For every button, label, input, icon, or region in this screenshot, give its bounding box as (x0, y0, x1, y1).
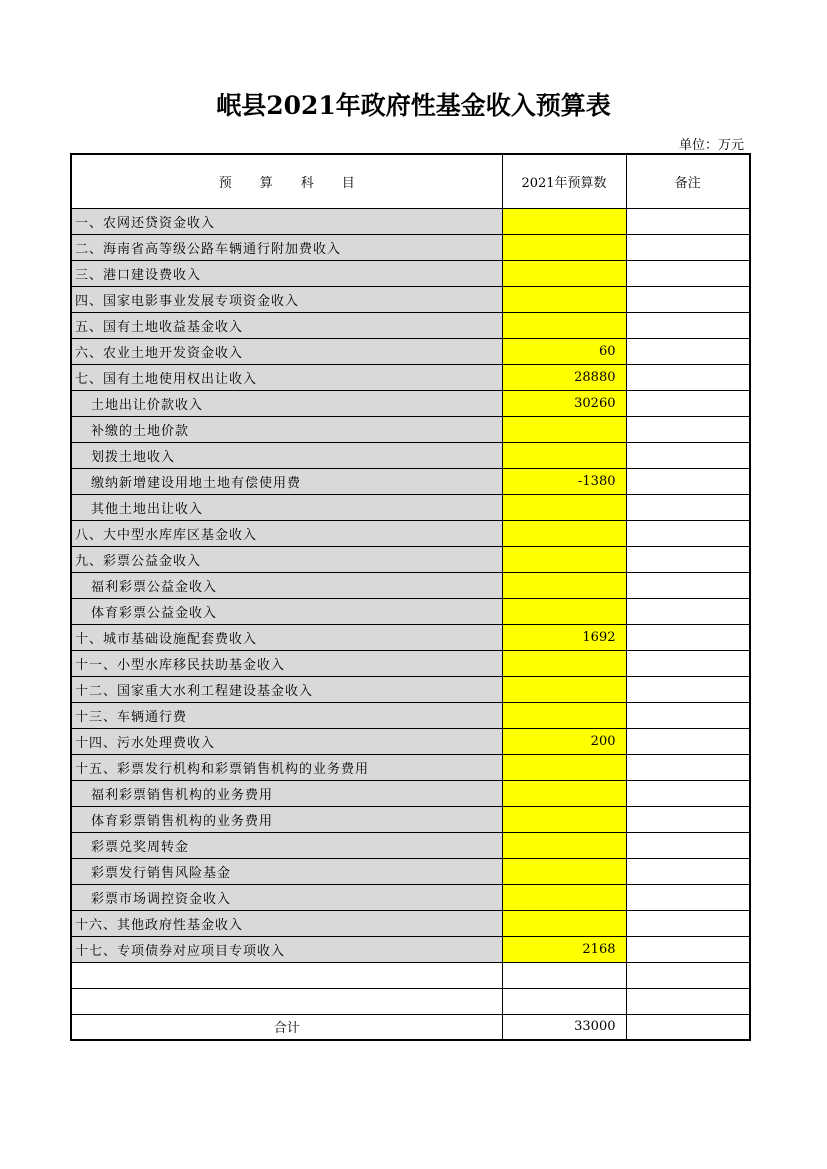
row-amount[interactable] (502, 234, 626, 260)
row-note[interactable] (626, 624, 750, 650)
table-row (71, 364, 750, 390)
blank-cell[interactable] (502, 988, 626, 1014)
row-note[interactable] (626, 754, 750, 780)
row-note[interactable] (626, 260, 750, 286)
row-subject: 十七、专项债券对应项目专项收入 (71, 936, 502, 962)
table-row (71, 442, 750, 468)
row-subject: 福利彩票公益金收入 (71, 572, 502, 598)
table-row (71, 390, 750, 416)
row-amount[interactable] (502, 910, 626, 936)
row-amount[interactable] (502, 520, 626, 546)
row-note[interactable] (626, 780, 750, 806)
row-note[interactable] (626, 390, 750, 416)
table-row (71, 754, 750, 780)
row-note[interactable] (626, 728, 750, 754)
row-amount[interactable] (502, 494, 626, 520)
row-note[interactable] (626, 520, 750, 546)
row-subject: 十三、车辆通行费 (71, 702, 502, 728)
row-note[interactable] (626, 598, 750, 624)
row-amount[interactable] (502, 780, 626, 806)
table-row (71, 234, 750, 260)
table-row (71, 312, 750, 338)
blank-row (71, 962, 750, 988)
row-subject: 十、城市基础设施配套费收入 (71, 624, 502, 650)
row-subject: 十四、污水处理费收入 (71, 728, 502, 754)
table-row (71, 936, 750, 962)
row-note[interactable] (626, 910, 750, 936)
row-amount[interactable]: 28880 (502, 364, 626, 390)
table-row (71, 208, 750, 234)
blank-cell[interactable] (626, 962, 750, 988)
total-note[interactable] (626, 1014, 750, 1040)
row-note[interactable] (626, 572, 750, 598)
row-note[interactable] (626, 208, 750, 234)
table-row (71, 806, 750, 832)
blank-cell[interactable] (502, 962, 626, 988)
blank-cell[interactable] (71, 988, 502, 1014)
row-note[interactable] (626, 832, 750, 858)
row-subject: 七、国有土地使用权出让收入 (71, 364, 502, 390)
table-row (71, 416, 750, 442)
row-subject: 四、国家电影事业发展专项资金收入 (71, 286, 502, 312)
table-row (71, 650, 750, 676)
total-row (71, 1014, 750, 1040)
total-label: 合计 (71, 1014, 502, 1040)
row-subject: 缴纳新增建设用地土地有偿使用费 (71, 468, 502, 494)
row-subject: 其他土地出让收入 (71, 494, 502, 520)
row-amount[interactable] (502, 286, 626, 312)
table-row (71, 260, 750, 286)
row-amount[interactable] (502, 806, 626, 832)
row-amount[interactable]: 200 (502, 728, 626, 754)
table-row (71, 728, 750, 754)
row-subject: 九、彩票公益金收入 (71, 546, 502, 572)
blank-row (71, 988, 750, 1014)
blank-cell[interactable] (626, 988, 750, 1014)
table-row (71, 702, 750, 728)
row-amount[interactable] (502, 260, 626, 286)
table-row (71, 884, 750, 910)
row-subject: 彩票发行销售风险基金 (71, 858, 502, 884)
row-note[interactable] (626, 338, 750, 364)
header-note: 备注 (626, 154, 750, 208)
table-row (71, 676, 750, 702)
row-amount[interactable] (502, 416, 626, 442)
row-subject: 体育彩票销售机构的业务费用 (71, 806, 502, 832)
row-amount[interactable] (502, 598, 626, 624)
row-note[interactable] (626, 650, 750, 676)
row-note[interactable] (626, 676, 750, 702)
table-body (71, 208, 750, 1040)
row-note[interactable] (626, 442, 750, 468)
row-subject: 彩票市场调控资金收入 (71, 884, 502, 910)
page-title: 岷县2021年政府性基金收入预算表 (216, 91, 611, 120)
row-amount[interactable]: 30260 (502, 390, 626, 416)
row-amount[interactable] (502, 754, 626, 780)
row-subject: 十六、其他政府性基金收入 (71, 910, 502, 936)
table-row (71, 624, 750, 650)
row-amount[interactable] (502, 546, 626, 572)
table-row (71, 468, 750, 494)
row-amount[interactable]: 2168 (502, 936, 626, 962)
row-amount[interactable] (502, 312, 626, 338)
unit-label: 单位：万元 (678, 138, 744, 153)
row-amount[interactable] (502, 442, 626, 468)
row-note[interactable] (626, 494, 750, 520)
row-subject: 土地出让价款收入 (71, 390, 502, 416)
blank-cell[interactable] (71, 962, 502, 988)
row-amount[interactable]: 1692 (502, 624, 626, 650)
table-row (71, 572, 750, 598)
row-subject: 划拨土地收入 (71, 442, 502, 468)
row-subject: 一、农网还贷资金收入 (71, 208, 502, 234)
row-note[interactable] (626, 234, 750, 260)
row-note[interactable] (626, 702, 750, 728)
row-note[interactable] (626, 364, 750, 390)
row-note[interactable] (626, 884, 750, 910)
table-row (71, 858, 750, 884)
row-subject: 三、港口建设费收入 (71, 260, 502, 286)
row-amount[interactable] (502, 832, 626, 858)
table-row (71, 494, 750, 520)
row-amount[interactable] (502, 208, 626, 234)
table-row (71, 910, 750, 936)
row-note[interactable] (626, 858, 750, 884)
row-subject: 十二、国家重大水利工程建设基金收入 (71, 676, 502, 702)
row-note[interactable] (626, 312, 750, 338)
header-amount: 2021年预算数 (502, 154, 626, 208)
row-subject: 体育彩票公益金收入 (71, 598, 502, 624)
table-header-row (71, 154, 750, 208)
row-note[interactable] (626, 936, 750, 962)
row-subject: 二、海南省高等级公路车辆通行附加费收入 (71, 234, 502, 260)
row-amount[interactable] (502, 858, 626, 884)
table-row (71, 780, 750, 806)
row-amount[interactable] (502, 650, 626, 676)
row-subject: 十五、彩票发行机构和彩票销售机构的业务费用 (71, 754, 502, 780)
table-row (71, 520, 750, 546)
row-subject: 彩票兑奖周转金 (71, 832, 502, 858)
total-amount: 33000 (502, 1014, 626, 1040)
row-amount[interactable] (502, 702, 626, 728)
row-note[interactable] (626, 468, 750, 494)
row-subject: 补缴的土地价款 (71, 416, 502, 442)
table-row (71, 338, 750, 364)
row-subject: 五、国有土地收益基金收入 (71, 312, 502, 338)
row-note[interactable] (626, 546, 750, 572)
row-amount[interactable] (502, 572, 626, 598)
header-subject: 预算科目 (71, 154, 502, 208)
row-amount[interactable]: 60 (502, 338, 626, 364)
budget-table (70, 153, 751, 1041)
row-amount[interactable] (502, 676, 626, 702)
row-note[interactable] (626, 286, 750, 312)
row-amount[interactable] (502, 884, 626, 910)
table-row (71, 832, 750, 858)
table-row (71, 546, 750, 572)
row-subject: 八、大中型水库库区基金收入 (71, 520, 502, 546)
row-subject: 六、农业土地开发资金收入 (71, 338, 502, 364)
table-row (71, 598, 750, 624)
row-note[interactable] (626, 416, 750, 442)
row-note[interactable] (626, 806, 750, 832)
row-subject: 福利彩票销售机构的业务费用 (71, 780, 502, 806)
row-amount[interactable]: -1380 (502, 468, 626, 494)
table-row (71, 286, 750, 312)
row-subject: 十一、小型水库移民扶助基金收入 (71, 650, 502, 676)
